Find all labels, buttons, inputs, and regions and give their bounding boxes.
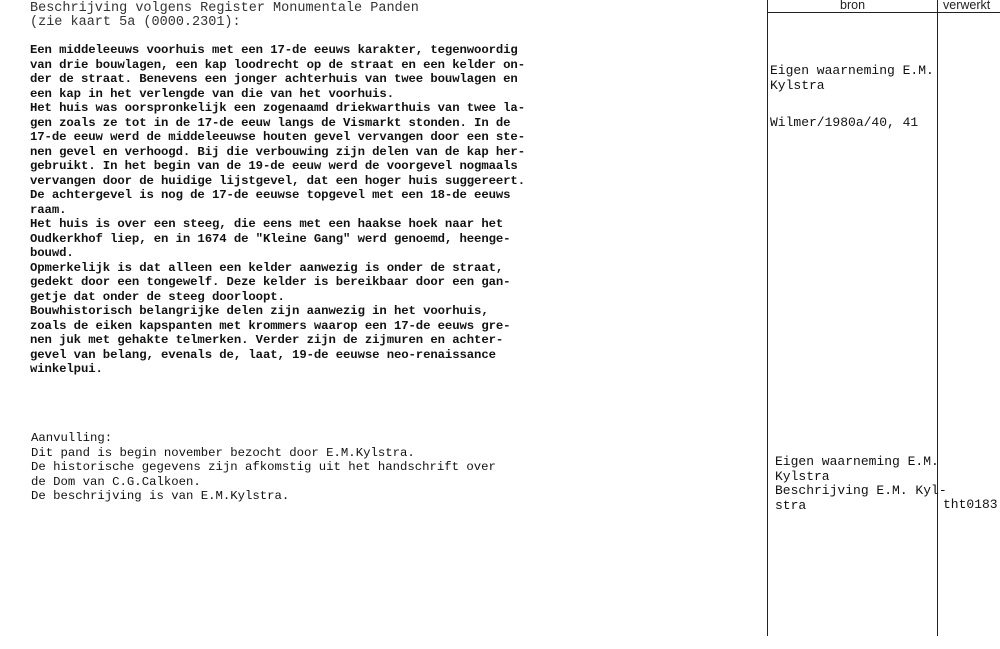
column-header-verwerkt: verwerkt xyxy=(943,0,991,12)
source-line: Eigen waarneming E.M. xyxy=(770,63,934,78)
addendum-text xyxy=(31,431,496,504)
text-line: vervangen door de huidige lijstgevel, dat een hoger huis suggereert. xyxy=(30,173,525,188)
source-line: stra xyxy=(775,497,807,513)
text-line: der de straat. Benevens een jonger achterhuis van twee bouwlagen en xyxy=(30,72,518,86)
text-line: Oudkerkhof liep, en in 1674 de "Kleine Gang" werd genoemd, heenge- xyxy=(30,231,511,246)
text-line: 17-de eeuw werd de middeleeuwse houten gevel vervangen door een ste- xyxy=(30,130,525,144)
text-line: van drie bouwlagen, een kap loodrecht op de straat en een kelder on- xyxy=(30,57,525,72)
text-line: Het huis was oorspronkelijk een zogenaamd driekwarthuis van twee la- xyxy=(30,101,525,115)
source-line: Eigen waarneming E.M. xyxy=(775,454,939,469)
text-line: Dit pand is begin november bezocht door E.M.Kylstra. xyxy=(31,445,415,460)
text-line: raam. xyxy=(30,202,67,217)
text-line: Bouwhistorisch belangrijke delen zijn aanwezig in het voorhuis, xyxy=(30,304,489,318)
source-line: Kylstra xyxy=(775,468,830,484)
text-line: De beschrijving is van E.M.Kylstra. xyxy=(31,489,290,503)
addendum-title: Aanvulling: xyxy=(31,431,113,445)
text-line: De historische gegevens zijn afkomstig uit het handschrift over xyxy=(31,460,496,474)
source-line: Wilmer/1980a/40, 41 xyxy=(770,115,919,130)
source-entry-observation xyxy=(770,64,934,93)
verwerkt-code: tht0183 xyxy=(943,497,998,512)
column-divider-right xyxy=(937,0,938,636)
text-line: gebruikt. In het begin van de 19-de eeuw werd de voorgevel nogmaals xyxy=(30,159,518,173)
source-line: Beschrijving E.M. Kyl- xyxy=(775,483,947,498)
source-line: Kylstra xyxy=(770,77,825,93)
column-header-bron: bron xyxy=(840,0,866,12)
header-rule xyxy=(767,12,1000,13)
source-entry-addendum xyxy=(775,455,947,513)
text-line: Opmerkelijk is dat alleen een kelder aanwezig is onder de straat, xyxy=(30,260,504,275)
heading-line: Beschrijving volgens Register Monumentale Panden xyxy=(30,1,419,16)
text-line: gen zoals ze tot in de 17-de eeuw langs de Vismarkt stonden. In de xyxy=(30,115,511,130)
text-line: winkelpui. xyxy=(30,362,103,376)
text-line: Een middeleeuws voorhuis met een 17-de eeuws karakter, tegenwoordig xyxy=(30,43,518,57)
heading-line: (zie kaart 5a (0000.2301): xyxy=(30,15,241,30)
text-line: bouwd. xyxy=(30,246,74,260)
source-entry-literature xyxy=(770,116,918,131)
description-text xyxy=(30,43,525,377)
text-line: gedekt door een tongewelf. Deze kelder is bereikbaar door een gan- xyxy=(30,275,511,289)
text-line: De achtergevel is nog de 17-de eeuwse topgevel met een 18-de eeuws xyxy=(30,188,511,202)
text-line: getje dat onder de steeg doorloopt. xyxy=(30,289,285,304)
text-line: nen gevel en verhoogd. Bij die verbouwing zijn delen van de kap her- xyxy=(30,144,525,159)
text-line: de Dom van C.G.Calkoen. xyxy=(31,474,201,489)
text-line: Het huis is over een steeg, die eens met een haakse hoek naar het xyxy=(30,217,504,231)
text-line: gevel van belang, evenals de, laat, 19-de eeuwse neo-renaissance xyxy=(30,347,496,362)
column-divider-left xyxy=(767,0,768,636)
text-line: zoals de eiken kapspanten met krommers waarop een 17-de eeuws gre- xyxy=(30,318,511,333)
text-line: nen juk met gehakte telmerken. Verder zijn de zijmuren en achter- xyxy=(30,333,504,347)
document-heading xyxy=(30,2,419,30)
text-line: een kap in het verlengde van die van het voorhuis. xyxy=(30,86,394,101)
